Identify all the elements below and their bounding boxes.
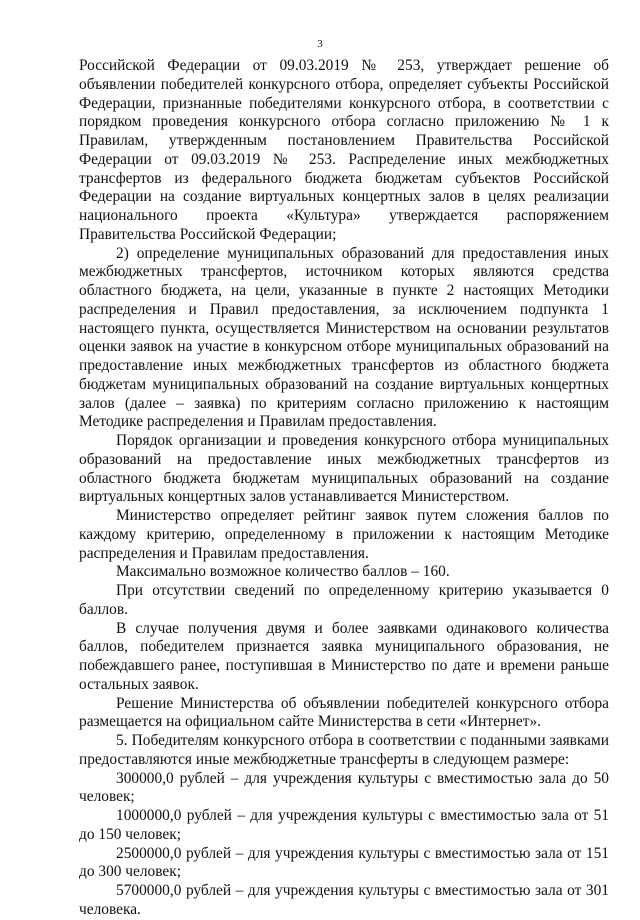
list-item-amount-1: 300000,0 рублей – для учреждения культуры с вместимостью зала до 50 человек; [79, 769, 609, 806]
paragraph-item-2: 2) определение муниципальных образований для предоставления иных межбюджетных трансфертов, источником которых являются средства областного бюджета, на цели, указанные в пункте 2 настоящих Методики распределения и Правил предоставления, за исключением подпункта 1 настоящего пункта, осуществляется Министерством на основании результатов оценки заявок на участие в конкурсном отборе муниципальных образований на предоставление иных межбюджетных трансфертов из областного бюджета бюджетам муниципальных образований на создание виртуальных концертных залов (далее – заявка) по критериям согласно приложению к настоящим Методике распределения и Правилам предоставления. [79, 244, 609, 431]
paragraph-max-score: Максимально возможное количество баллов – 160. [116, 563, 450, 581]
page-number: 3 [317, 38, 323, 50]
paragraph-zero-score: При отсутствии сведений по определенному критерию указывается 0 баллов. [79, 582, 609, 618]
paragraph-selection-procedure: Порядок организации и проведения конкурсного отбора муниципальных образований на предоставление иных межбюджетных трансфертов из областного бюджета бюджетам муниципальных образований на создание виртуальных концертных залов устанавливается Министерством. [79, 432, 609, 506]
paragraph-publication: Решение Министерства об объявлении победителей конкурсного отбора размещается на официальном сайте Министерства в сети «Интернет». [79, 694, 609, 731]
paragraph-tie-break: В случае получения двумя и более заявками одинакового количества баллов, победителем признается заявка муниципального образования, не побеждавшего ранее, поступившая в Министерство по дате и времени раньше остальных заявок. [79, 619, 609, 693]
document-body [79, 57, 609, 920]
paragraph-rating: Министерство определяет рейтинг заявок путем сложения баллов по каждому критерию, определенному в приложении к настоящим Методике распределения и Правилам предоставления. [79, 507, 609, 562]
list-item-amount-2: 1000000,0 рублей – для учреждения культуры с вместимостью зала от 51 до 150 человек; [79, 807, 609, 843]
paragraph-continuation: Российской Федерации от 09.03.2019 № 253, утверждает решение об объявлении победителей конкурсного отбора, определяет субъекты Российской Федерации, признанные победителями конкурсного отбора, в соответствии с порядком проведения конкурсного отбора согласно приложению № 1 к Правилам, утвержденным постановлением Правительства Российской Федерации от 09.03.2019 № 253. Распределение иных межбюджетных трансфертов из федерального бюджета бюджетам субъектов Российской Федерации на создание виртуальных концертных залов в целях реализации национального проекта «Культура» утверждается распоряжением Правительства Российской Федерации; [79, 57, 609, 243]
list-item-amount-3: 2500000,0 рублей – для учреждения культуры с вместимостью зала от 151 до 300 человек; [79, 844, 609, 881]
paragraph-item-5: 5. Победителям конкурсного отбора в соответствии с поданными заявками предоставляются иные межбюджетные трансферты в следующем размере: [79, 732, 609, 768]
list-item-amount-4: 5700000,0 рублей – для учреждения культуры с вместимостью зала от 301 человека. [79, 882, 609, 918]
